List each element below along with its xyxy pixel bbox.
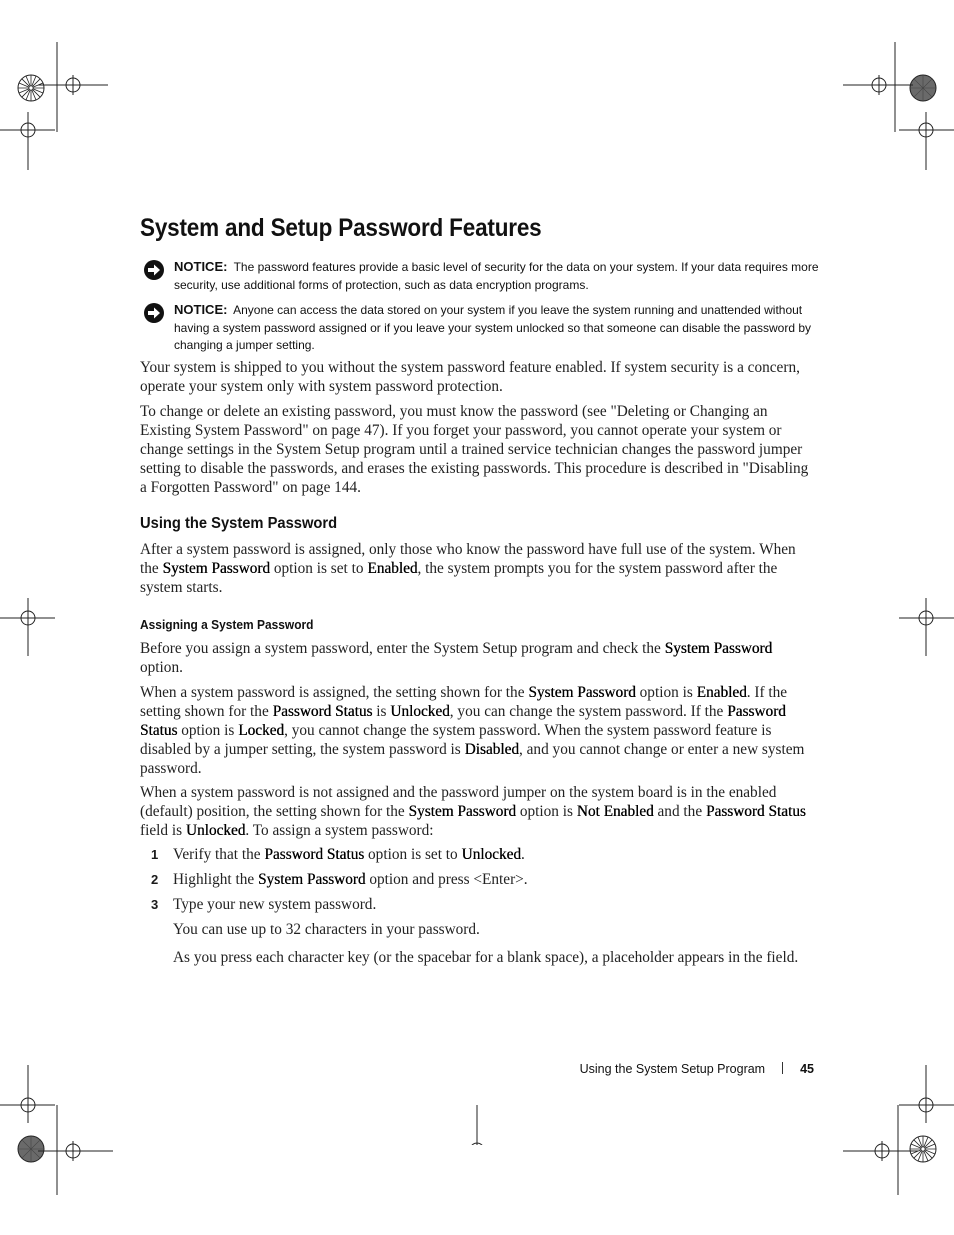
notice-label: NOTICE: xyxy=(174,259,228,274)
step-number: 3 xyxy=(151,897,159,912)
notice-label: NOTICE: xyxy=(174,302,228,317)
step-item: 3 Type your new system password. xyxy=(151,896,377,913)
notice-text: The password features provide a basic level of security for the data on your system. If your data requires more security, use additional forms of protection, such as data encryption programs. xyxy=(174,260,819,292)
step-item: 1 Verify that the Password Status option is set to Unlocked. xyxy=(151,846,525,863)
section-title: System and Setup Password Features xyxy=(140,214,542,242)
assign-paragraph: Before you assign a system password, enter the System Setup program and check the System Password option. xyxy=(140,640,773,676)
crosshair-icon xyxy=(0,598,60,656)
notice-arrow-icon xyxy=(143,259,165,286)
notice-text: Anyone can access the data stored on your system if you leave the system running and unattended without having a system password assigned or if you leave your system unlocked so that someone can disable the password by changing a jumper setting. xyxy=(174,303,812,352)
notice-box xyxy=(140,301,820,355)
step-note: You can use up to 32 characters in your password. xyxy=(173,921,480,938)
crosshair-icon xyxy=(0,112,60,172)
intro-paragraph: Your system is shipped to you without the system password feature enabled. If system security is a concern, operate your system only with system password protection. xyxy=(140,359,800,395)
subsubsection-title: Assigning a System Password xyxy=(140,617,314,632)
crosshair-icon xyxy=(38,1105,113,1195)
crosshair-icon xyxy=(438,1105,516,1145)
crosshair-icon xyxy=(897,112,954,172)
using-paragraph: After a system password is assigned, only those who know the password have full use of the system. When the System Password option is set to Enabled, the system prompts you for the system password after the system starts. xyxy=(140,541,796,596)
crosshair-icon xyxy=(843,1105,918,1195)
step-number: 2 xyxy=(151,872,159,887)
step-item: 2 Highlight the System Password option and press <Enter>. xyxy=(151,871,528,888)
footer-chapter: Using the System Setup Program xyxy=(579,1062,766,1076)
assign-paragraph: When a system password is assigned, the setting shown for the System Password option is Enabled. If the setting shown for the Password Status is Unlocked, you can change the system password. If the Password Status option is Locked, you cannot change the system password. When the system password feature is disabled by a jumper setting, the system password is Disabled, and you cannot change or enter a new system password. xyxy=(140,684,805,777)
registration-gray-disc-icon xyxy=(909,74,937,102)
step-note: As you press each character key (or the spacebar for a blank space), a placeholder appears in the field. xyxy=(173,949,799,966)
footer-divider xyxy=(782,1062,783,1074)
page-footer xyxy=(580,1062,814,1076)
intro-paragraph: To change or delete an existing password, you must know the password (see "Deleting or Changing an Existing System Password" on page 47). If you forget your password, you cannot operate your system or change settings in the System Setup program until a trained service technician changes the password jumper setting to disable the passwords, and erases the existing passwords. This procedure is described in "Disabling a Forgotten Password" on page 144. xyxy=(140,403,809,496)
crosshair-icon xyxy=(897,598,954,656)
notice-arrow-icon xyxy=(143,302,165,329)
subsection-title: Using the System Password xyxy=(140,515,338,532)
step-number: 1 xyxy=(151,847,159,862)
assign-paragraph: When a system password is not assigned and the password jumper on the system board is in the enabled (default) position, the setting shown for the System Password option is Not Enabled and the Password Status field is Unlocked. To assign a system password: xyxy=(140,784,806,839)
page-number: 45 xyxy=(800,1062,814,1076)
notice-box xyxy=(140,258,820,294)
